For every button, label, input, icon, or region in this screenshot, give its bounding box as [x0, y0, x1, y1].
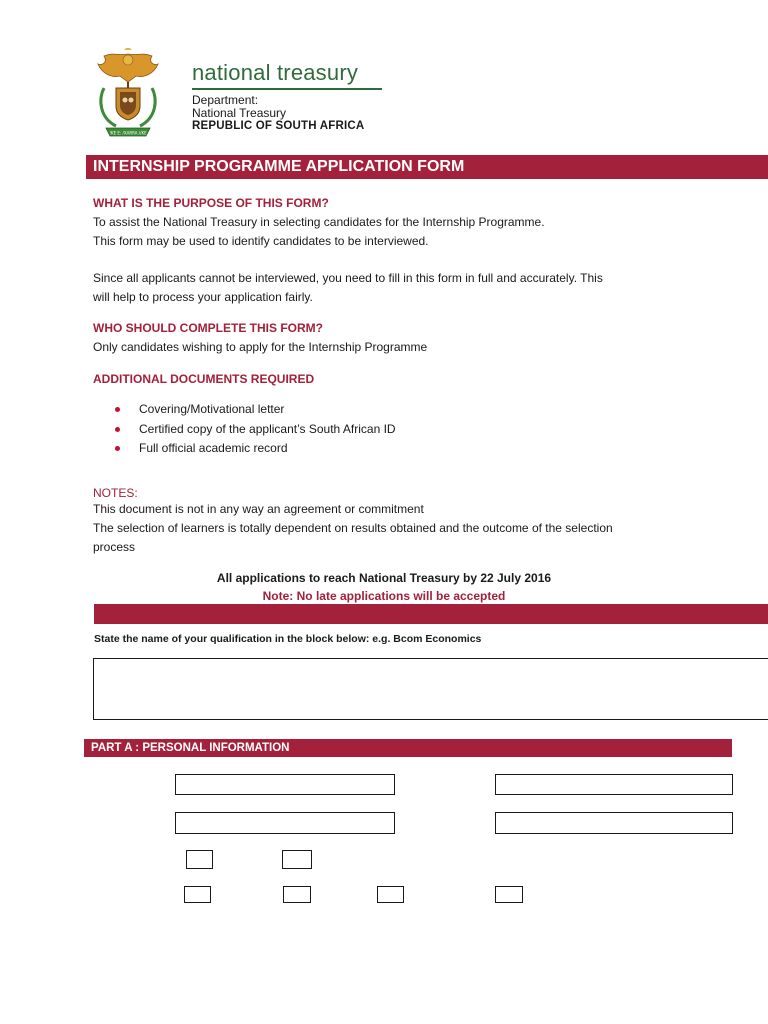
- notes-line-1: This document is not in any way an agreement or commitment: [93, 502, 424, 516]
- document-item: Full official academic record: [139, 441, 288, 455]
- checkbox-5[interactable]: [377, 886, 404, 903]
- purpose-line-2: This form may be used to identify candidates to be interviewed.: [93, 234, 429, 248]
- document-item: Certified copy of the applicant’s South African ID: [139, 421, 396, 436]
- checkbox-6[interactable]: [495, 886, 523, 903]
- qualification-label: State the name of your qualification in the block below: e.g. Bcom Economics: [94, 633, 482, 645]
- form-title: INTERNSHIP PROGRAMME APPLICATION FORM: [86, 155, 768, 179]
- checkbox-2[interactable]: [282, 850, 312, 869]
- notes-line-2: The selection of learners is totally dependent on results obtained and the outcome of the selection: [93, 521, 613, 535]
- who-heading: WHO SHOULD COMPLETE THIS FORM?: [93, 321, 323, 335]
- crest-motto: !KE E: /XARRA //KE: [109, 130, 147, 136]
- department-name: National Treasury: [192, 106, 287, 120]
- personal-field-4[interactable]: [495, 812, 733, 834]
- brand-name: national treasury: [192, 60, 359, 85]
- personal-field-1[interactable]: [175, 774, 395, 795]
- checkbox-4[interactable]: [283, 886, 311, 903]
- country-name: REPUBLIC OF SOUTH AFRICA: [192, 120, 365, 132]
- brand-underline: [192, 88, 382, 90]
- department-label: Department:: [192, 93, 259, 107]
- checkbox-1[interactable]: [186, 850, 213, 869]
- bullet-icon: [115, 427, 120, 432]
- list-item: [112, 439, 396, 459]
- purpose-line-3: Since all applicants cannot be interviewed, you need to fill in this form in full and accurately. This: [93, 271, 603, 285]
- personal-field-3[interactable]: [175, 812, 395, 834]
- list-item: [112, 420, 396, 440]
- purpose-line-4: will help to process your application fairly.: [93, 290, 313, 304]
- qualification-input[interactable]: [93, 658, 768, 720]
- list-item: [112, 400, 396, 420]
- bullet-icon: [115, 407, 120, 412]
- notes-label: NOTES:: [93, 486, 138, 500]
- deadline-text: All applications to reach National Treasury by 22 July 2016: [216, 571, 552, 585]
- document-item: Covering/Motivational letter: [139, 402, 285, 416]
- notes-line-3: process: [93, 540, 136, 554]
- checkbox-3[interactable]: [184, 886, 211, 903]
- documents-list: [112, 400, 396, 459]
- purpose-heading: WHAT IS THE PURPOSE OF THIS FORM?: [93, 196, 329, 210]
- bullet-icon: [115, 446, 120, 451]
- personal-field-2[interactable]: [495, 774, 733, 795]
- late-note: Note: No late applications will be accepted: [262, 589, 506, 603]
- documents-heading: ADDITIONAL DOCUMENTS REQUIRED: [93, 372, 315, 386]
- purpose-line-1: To assist the National Treasury in selecting candidates for the Internship Programme.: [93, 215, 545, 229]
- part-a-title: PART A : PERSONAL INFORMATION: [84, 739, 732, 757]
- section-divider-bar: [94, 604, 768, 624]
- coat-of-arms-logo: [94, 48, 162, 140]
- who-text: Only candidates wishing to apply for the Internship Programme: [93, 340, 428, 354]
